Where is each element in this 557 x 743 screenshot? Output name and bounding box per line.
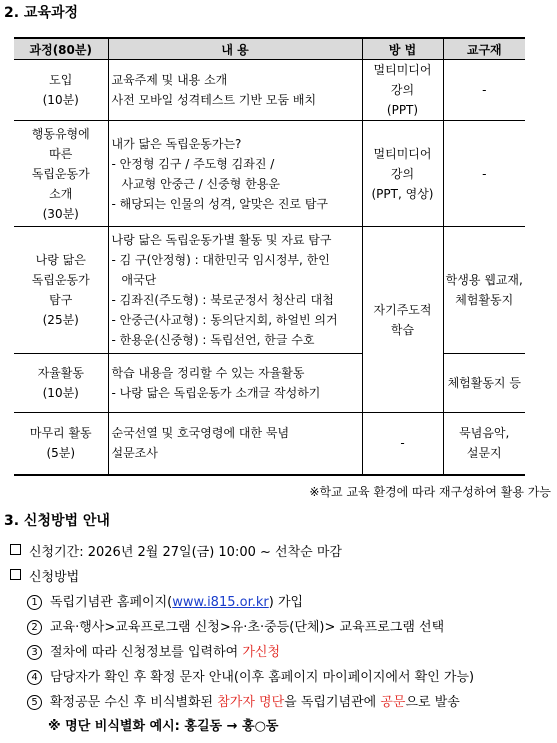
circled-number-icon: 2 (27, 620, 42, 635)
cell-line: 학습 내용을 정리할 수 있는 자율활동 (111, 366, 305, 380)
cell-line: 도입 (49, 73, 73, 87)
cell-line: 순국선열 및 호국영령에 대한 묵념 (111, 426, 290, 441)
method-cell (362, 227, 443, 413)
circled-number-icon: 4 (27, 670, 42, 685)
cell-line: 체험활동지 등 (447, 376, 521, 390)
example-note: ※ 명단 비식별화 예시: 홍길동 → 홍○동 (48, 719, 279, 734)
material-cell (443, 354, 525, 413)
cell-line: (10분) (42, 386, 79, 400)
material-cell (443, 60, 525, 121)
step-5-text-end: 으로 발송 (405, 695, 460, 710)
method-cell (362, 413, 443, 475)
table-row (14, 121, 525, 227)
cell-line: 행동유형에 (31, 126, 90, 141)
cell-line: 멀티미디어 (373, 63, 432, 77)
table-row (14, 354, 525, 413)
cell-line: 체험활동지 (455, 293, 514, 307)
cell-line: 애국단 (121, 273, 157, 287)
cell-line: 소개 (49, 186, 73, 201)
step-1 (27, 591, 303, 610)
step-2-text: 교육·행사>교육프로그램 신청>유·초·중등(단체)> 교육프로그램 선택 (50, 620, 445, 635)
cell-line: 묵념음악, (459, 426, 510, 441)
step-5-highlight-doc: 공문 (380, 695, 406, 710)
cell-line: - 나랑 닮은 독립운동가 소개글 작성하기 (111, 386, 321, 400)
cell-line: (30분) (42, 206, 79, 221)
step-3 (27, 641, 280, 660)
cell-line: 사전 모바일 성격테스트 기반 모둠 배치 (111, 93, 317, 107)
cell-line: - (400, 436, 405, 451)
method-cell (362, 60, 443, 121)
method-title: 신청방법 (29, 570, 80, 585)
cell-line: 따른 (49, 146, 73, 161)
step-2 (27, 616, 444, 635)
cell-line: 독립운동가 (31, 273, 90, 287)
period-text: : 2026년 2월 27일(금) 10:00 ~ 선착순 마감 (79, 545, 342, 560)
material-cell (443, 413, 525, 475)
cell-line: - 안정형 김구 / 주도형 김좌진 / (111, 156, 275, 171)
cell-line: 내가 닮은 독립운동가는? (111, 136, 242, 151)
cell-line: 강의 (390, 166, 415, 181)
cell-line: (PPT, 영상) (371, 186, 434, 201)
course-cell (14, 354, 108, 413)
cell-line: 독립운동가 (31, 166, 90, 181)
step-3-highlight: 가신청 (242, 645, 281, 660)
step-3-text: 절차에 따라 신청정보를 입력하여 (50, 645, 243, 660)
cell-line: 나랑 닮은 (35, 253, 86, 267)
cell-line: 나랑 닮은 독립운동가별 활동 및 자료 탐구 (111, 233, 332, 247)
method-row (10, 566, 79, 585)
table-note: ※학교 교육 환경에 따라 재구성하여 활용 가능 (309, 485, 551, 499)
step-5-highlight-names: 참가자 명단 (217, 695, 285, 710)
cell-line: (PPT) (386, 103, 419, 117)
cell-line: 탐구 (49, 293, 73, 307)
course-cell (14, 60, 108, 121)
step-1-text-end: ) 가입 (268, 595, 304, 610)
step-1-text: 독립기념관 홈페이지( (50, 595, 173, 610)
step-4 (27, 666, 474, 685)
checkbox-square-icon (10, 569, 21, 580)
table-row (14, 227, 525, 354)
table-header-row (14, 38, 525, 60)
course-cell (14, 227, 108, 354)
cell-line: 자기주도적 (373, 302, 432, 317)
period-row (10, 541, 342, 560)
cell-line: 학습 (390, 322, 415, 337)
header-method: 방 법 (362, 38, 443, 60)
material-cell (443, 227, 525, 354)
header-course: 과정(80분) (14, 38, 108, 60)
step-5-text: 확정공문 수신 후 비식별화된 (50, 695, 218, 710)
circled-number-icon: 5 (27, 695, 42, 710)
content-cell (108, 413, 362, 475)
cell-line: (10분) (42, 93, 79, 107)
section-2-title: 2. 교육과정 (4, 5, 79, 21)
table-row (14, 60, 525, 121)
circled-number-icon: 3 (27, 645, 42, 660)
cell-line: (5분) (46, 446, 76, 461)
method-cell (362, 121, 443, 227)
checkbox-square-icon (10, 544, 21, 555)
material-cell (443, 121, 525, 227)
homepage-link[interactable]: www.i815.or.kr (172, 595, 269, 610)
cell-line: - 김 구(안정형) : 대한민국 임시정부, 한인 (111, 253, 330, 267)
content-cell (108, 121, 362, 227)
cell-line: - (482, 83, 487, 97)
period-label: 신청기간 (29, 545, 80, 560)
cell-line: - 해당되는 인물의 성격, 알맞은 진로 탐구 (111, 196, 329, 211)
cell-line: - 한용운(신중형) : 독립선언, 한글 수호 (111, 333, 315, 347)
section-3-title: 3. 신청방법 안내 (4, 513, 110, 529)
step-4-text: 담당자가 확인 후 확정 문자 안내(이후 홈페이지 마이페이지에서 확인 가능) (50, 670, 475, 685)
content-cell (108, 227, 362, 354)
cell-line: - 김좌진(주도형) : 북로군정서 청산리 대첩 (111, 293, 334, 307)
cell-line: 자율활동 (37, 366, 84, 380)
cell-line: 설문조사 (111, 446, 158, 461)
curriculum-table (14, 37, 525, 476)
course-cell (14, 121, 108, 227)
cell-line: 강의 (390, 83, 415, 97)
cell-line: - 안중근(사교형) : 동의단지회, 하얼빈 의거 (111, 313, 338, 327)
table-row (14, 413, 525, 475)
content-cell (108, 354, 362, 413)
cell-line: 마무리 활동 (29, 426, 92, 441)
cell-line: 학생용 웹교재, (445, 273, 523, 287)
header-material: 교구재 (443, 38, 525, 60)
course-cell (14, 413, 108, 475)
cell-line: 교육주제 및 내용 소개 (111, 73, 228, 87)
cell-line: 사교형 안중근 / 신중형 한용운 (121, 176, 280, 191)
step-5-text-mid: 을 독립기념관에 (284, 695, 381, 710)
content-cell (108, 60, 362, 121)
cell-line: - (482, 166, 487, 181)
cell-line: 멀티미디어 (373, 146, 432, 161)
cell-line: 설문지 (466, 446, 502, 461)
header-content: 내 용 (108, 38, 362, 60)
step-5 (27, 691, 460, 710)
circled-number-icon: 1 (27, 595, 42, 610)
cell-line: (25분) (42, 313, 79, 327)
